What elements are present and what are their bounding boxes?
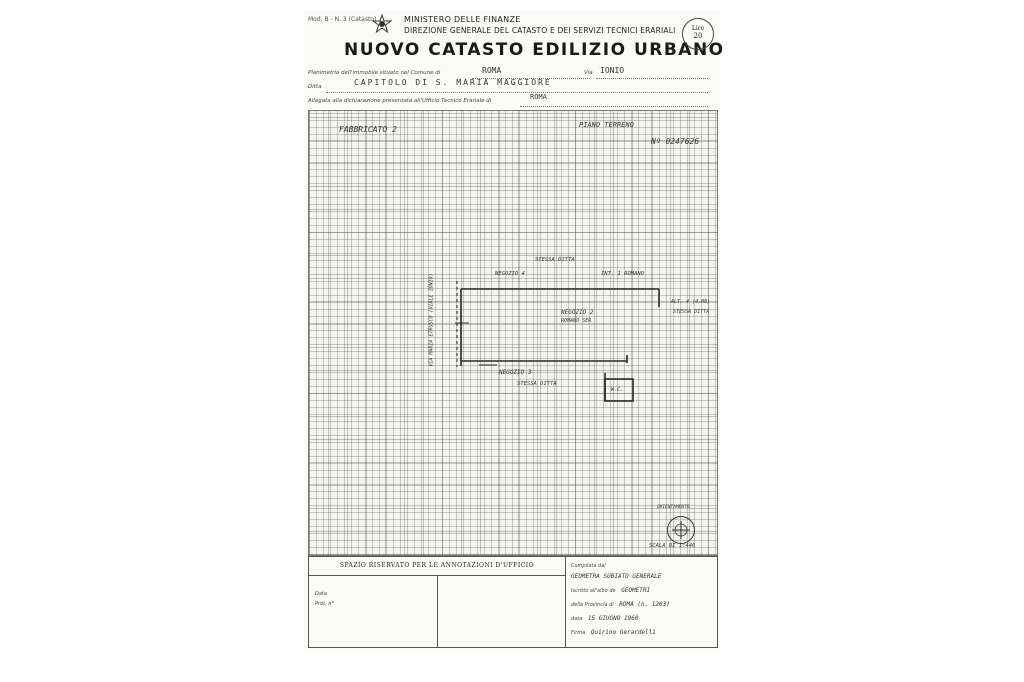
ufficio-value: ROMA (530, 93, 547, 101)
iscritto-value: GEOMETRI (621, 587, 651, 594)
iscritto-row (571, 587, 650, 594)
negozio-4-label: NEGOZIO 4 (495, 271, 525, 277)
via-label: Via (584, 70, 593, 76)
stamp-label: Lire (691, 25, 705, 32)
form-code: Mod. B - N. 3 (Catasto) (308, 16, 377, 23)
wc-label: W.C. (611, 387, 624, 393)
data-row (571, 615, 638, 622)
stessa-ditta-top-label: STESSA DITTA (535, 257, 575, 263)
sheet-number: Nº 0247626 (651, 137, 700, 146)
cell-a-line2: Prot. n° (315, 601, 334, 607)
firma-label: Firma (571, 630, 586, 636)
via-value: IONIO (600, 66, 625, 75)
compilata-value: GEOMETRA SUBIATO GENERALE (571, 573, 662, 580)
ministry-name: MINISTERO DELLE FINANZE (404, 15, 521, 24)
north-arrow-icon (667, 516, 695, 544)
directorate-name: DIREZIONE GENERALE DEL CATASTO E DEI SERVIZI TECNICI ERARIALI (404, 26, 676, 35)
office-cell-a (309, 575, 438, 647)
scale-label: SCALA DI 1:440 (649, 543, 696, 549)
ditta-value: CAPITOLO DI S. MARIA MAGGIORE (354, 78, 552, 87)
italian-emblem-icon (372, 14, 392, 36)
compilata-value-row (571, 573, 661, 580)
data-value: 15 GIUGNO 1960 (587, 615, 639, 622)
floor-plan-drawing (309, 111, 717, 555)
ditta-label: Ditta (308, 84, 322, 90)
negozio-3-label: NEGOZIO 3 (499, 369, 532, 376)
stessa-ditta-bottom-label: STESSA DITTA (517, 381, 557, 387)
negozio-2-sub-label: ROMANO SER (561, 318, 592, 324)
planimetria-label: Planimetria dell'immobile situato nel Comune di (308, 70, 441, 76)
form-title: NUOVO CATASTO EDILIZIO URBANO (344, 40, 725, 60)
data-label: data (571, 616, 583, 622)
tax-stamp (682, 18, 714, 50)
building-label: FABBRICATO 2 (339, 125, 397, 134)
iscritto-label: Iscritto all'albo de (571, 588, 616, 594)
right-label-b: STESSA DITTA (673, 309, 710, 315)
orientamento-label: ORIENTAMENTO (657, 505, 690, 510)
right-label-a: ALT. 4 (4,00) (671, 299, 711, 305)
stamp-value: 20 (693, 32, 703, 40)
compilata-row (571, 563, 606, 569)
cadastral-form-sheet (304, 10, 725, 650)
firma-value: Quirino Gerardelli (590, 629, 656, 636)
int-1-label: INT. 1 ROMANO (601, 271, 645, 277)
annotations-box (308, 556, 718, 648)
comune-value: ROMA (482, 66, 502, 75)
compilata-label: Compilata dal (571, 563, 606, 569)
negozio-2-label: NEGOZIO 2 (561, 309, 594, 316)
provincia-row (571, 601, 670, 608)
firma-row (571, 629, 656, 636)
provincia-value: ROMA (n. 1203) (619, 601, 670, 608)
reserved-space-label: SPAZIO RISERVATO PER LE ANNOTAZIONI D'UFFICIO (309, 557, 565, 576)
allegata-label: Allegata alla dichiarazione presentata all'Ufficio Tecnico Erariale di (308, 98, 492, 104)
floor-label: PIANO TERRENO (579, 121, 634, 129)
floor-plan-grid (308, 110, 718, 556)
street-vertical-label: VIA MARIA ETRUSCO (VIALE IONIO) (428, 273, 435, 367)
office-reserved-area (309, 557, 566, 647)
provincia-label: della Provincia di (571, 602, 614, 608)
cell-a-line1: Data (315, 591, 327, 597)
